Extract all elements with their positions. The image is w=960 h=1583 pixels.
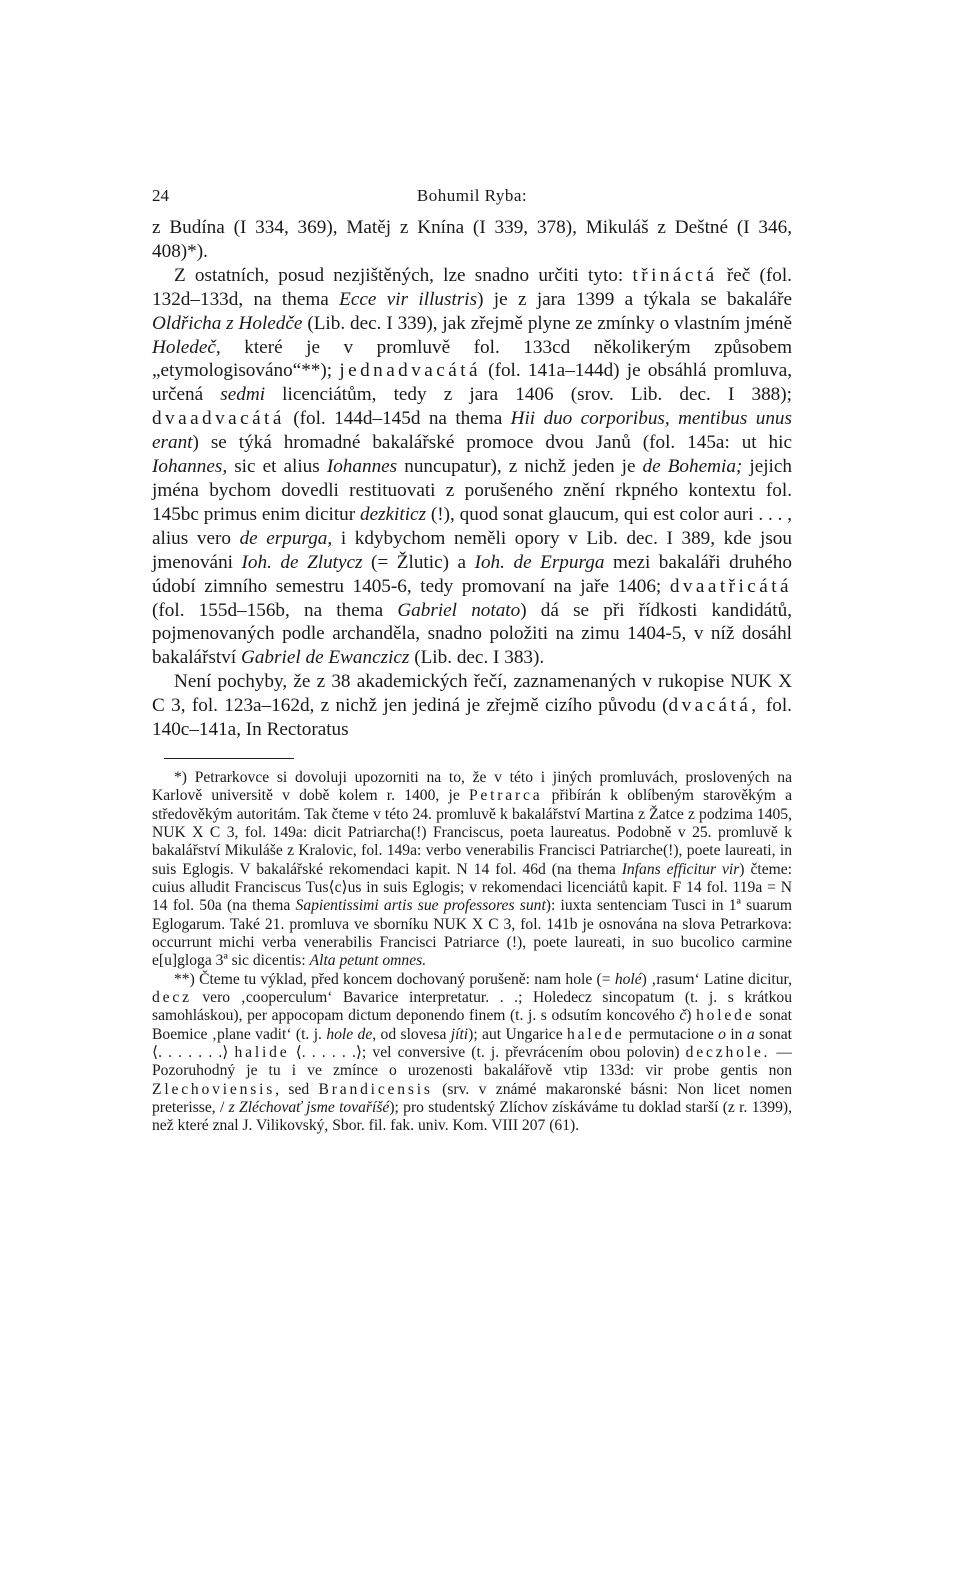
footnote-divider (164, 758, 294, 759)
page (152, 186, 792, 1136)
text: sonat ⟨. . . . . . .⟩ (152, 1025, 792, 1062)
emph-italic: Sapientissimi artis sue professores sunt (295, 897, 546, 915)
paragraph-2 (152, 264, 792, 670)
text: (= Žlutic) a (362, 551, 475, 573)
emph-italic: Gabriel notato (397, 599, 521, 621)
emph-italic: holé (614, 970, 642, 988)
emph-spaced: holede (696, 1007, 755, 1025)
text: sic et alius (227, 456, 327, 478)
text: sonat Boemice ‚plane vadit‘ (t. j. (152, 1007, 792, 1043)
text: které je v promluvě fol. 133cd několikerým způsobem „etymologisováno“**); (152, 336, 792, 382)
emph-spaced: dvaatřicátá (669, 575, 792, 597)
text: ); aut Ungarice (468, 1025, 567, 1043)
text: (fol. 141a–144d) je obsáhlá promluva, určená (152, 360, 793, 406)
emph-spaced: halede (567, 1025, 625, 1043)
text: od slovesa (376, 1025, 451, 1043)
paragraph-3 (152, 670, 792, 742)
text: (Lib. dec. I 383). (409, 647, 545, 669)
footnote-2 (152, 971, 792, 1136)
text: Z ostatních, posud nezjištěných, lze snadno určiti tyto: (174, 264, 633, 286)
text: Není pochyby, že z 38 akademických řečí, zaznamenaných v rukopise NUK X C 3, fol. 123a–162d, z nichž jen jediná je zřejmě cizího původu ( (152, 671, 792, 717)
text: in (725, 1025, 747, 1043)
text: (Lib. dec. I 339), jak zřejmě plyne ze zmínky o vlastním jméně (302, 312, 792, 334)
emph-italic: Iohannes, (152, 456, 228, 478)
text: mezi bakaláři druhého údobí zimního semestru 1405-6, tedy promovaní na jaře 1406; (152, 551, 792, 597)
text: fol. 140c–141a, In Rectoratus (152, 695, 792, 741)
page-number: 24 (152, 186, 169, 205)
emph-italic: jíti (450, 1025, 469, 1043)
text: z Budína (I 334, 369), Matěj z Knína (I 339, 378), Mikuláš z Deštné (I 346, 408)*). (152, 217, 792, 262)
emph-italic: Ioh. de Zlutycz (241, 551, 363, 573)
text: vero ‚cooperculum‘ Bavarice interpretatur. . .; Holedecz sincopatum (t. j. s krátkou samohláskou), per appocopam dictum deponendo finem (t. j. s odsutím koncového (152, 989, 792, 1025)
emph-spaced: Zlechoviensis (152, 1080, 276, 1098)
text: *) Petrarkovce si dovoluji upozorniti na to, že v této i jiných promluvách, proslovených na Karlově universitě v době kolem r. 1400, je (152, 768, 792, 805)
text: ) čteme: cuius alludit Franciscus Tus⟨c⟩us in suis Eglogis; v rekomendaci licenciátů kapit. F 14 fol. 119a = N 14 fol. 50a (na thema (152, 860, 793, 915)
emph-italic: Infans efficitur vir (621, 860, 740, 878)
emph-spaced: třináctá (632, 264, 718, 286)
text: ⟨. . . . . .⟩; vel conversive (t. j. převrácením obou polovin) (289, 1044, 686, 1062)
emph-spaced: Petrarca (468, 787, 543, 805)
emph-italic: de erpurga, (239, 527, 333, 549)
text: přibírán k oblíbeným starověkým a středověkým autoritám. Tak čteme v této 24. promluvě k bakalářství Martina z Žatce z podzima 1405, NUK X C 3, fol. 149a: dicit Patriarcha(!) Franciscus, poeta laureatus. Podobně v 25. promluvě k bakalářství Mikuláše z Kralovic, fol. 149a: verbo venerabilis Francisci Patriarche(!), poete laureati, in suis Eglogis. V bakalářské rekomendaci kapit. N 14 fol. 46d (na thema (152, 787, 792, 878)
footnote-1 (152, 769, 792, 971)
text: ) dá se při řídkosti kandidátů, pojmenovaných podle archanděla, snadno položiti na zimu 1404-5, v níž dosáhl bakalářství (152, 599, 792, 669)
main-text (152, 216, 792, 742)
emph-italic: Gabriel de Ewanczicz (240, 647, 410, 669)
emph-italic: č (679, 1007, 687, 1025)
text: (srv. v známé makaronské básni: Non licet nomen preterisse, / (152, 1080, 792, 1117)
emph-spaced: decz (152, 989, 192, 1007)
footnotes (152, 769, 792, 1136)
text: , sed (275, 1080, 319, 1098)
emph-italic: sedmi (220, 384, 266, 406)
emph-spaced: Brandicensis (318, 1080, 433, 1098)
text: licenciátům, tedy z jara 1406 (srov. Lib. dec. I 388); (265, 384, 792, 406)
text: **) Čteme tu výklad, před koncem dochovaný porušeně: nam hole (= (174, 970, 615, 988)
emph-italic: de Bohemia; (642, 456, 743, 478)
emph-italic: hole de, (326, 1025, 377, 1043)
text: nuncupatur), z nichž jeden je (397, 456, 643, 478)
text: ) je z jara 1399 a týkala se bakaláře (477, 288, 792, 310)
emph-spaced: dvacátá, (668, 695, 760, 717)
text: (!), quod sonat glaucum, qui est color auri . . . , alius vero (152, 503, 792, 549)
emph-spaced: jednadvacátá (339, 360, 481, 382)
text: — Pozoruhodný je tu i ve zmínce o urozenosti bakalářově vtip 133d: vir probe gentis non (152, 1044, 793, 1080)
emph-italic: a (746, 1025, 755, 1043)
text: jejich jména bychom dovedli restituovati z porušeného znění rkpného kontextu fol. 145bc primus enim dicitur (152, 456, 792, 525)
paragraph-1 (152, 216, 792, 264)
text: (fol. 144d–145d na thema (284, 408, 511, 430)
text: ) ‚rasum‘ Latine dicitur, (641, 970, 792, 988)
emph-spaced: halide (234, 1044, 290, 1062)
emph-italic: Oldřicha z Holedče (152, 312, 303, 334)
text: ): iuxta sentenciam Tusci in 1ª suarum Eglogarum. Také 21. promluva ve sborníku NUK X C 3, fol. 141b je osnována na slova Petrarkova: occurrunt michi verba venerabilis Francisci Patriarce (!), poete laureati, in suo bucolico carmine e[u]gloga 3ª sic dicentis: (152, 897, 792, 970)
text: řeč (fol. 132d–133d, na thema (152, 264, 792, 310)
emph-italic: o (718, 1025, 726, 1043)
text: (fol. 155d–156b, na thema (152, 599, 398, 621)
emph-italic: Iohannes (326, 456, 398, 478)
emph-spaced: deczhole. (685, 1044, 771, 1062)
emph-italic: Hii duo corporibus, mentibus unus erant (152, 408, 792, 454)
text: ) se týká hromadné bakalářské promoce dvou Janů (fol. 145a: ut hic (192, 432, 792, 454)
page-header (152, 186, 792, 212)
emph-spaced: dvaadvacátá (152, 408, 285, 430)
emph-italic: Ioh. de Erpurga (474, 551, 605, 573)
emph-italic: Ecce vir illustris (339, 288, 478, 310)
text: permutacione (624, 1025, 719, 1043)
text: ); pro studentský Zlíchov získáváme tu doklad starší (z r. 1399), než které znal J. Vilikovský, Sbor. fil. fak. univ. Kom. VIII 207 (61). (152, 1099, 792, 1135)
emph-italic: Alta petunt omnes. (309, 952, 427, 970)
emph-italic: z Zléchovať jsme tovaříšé (228, 1099, 390, 1117)
running-head: Bohumil Ryba: (416, 186, 528, 205)
text: ) (686, 1007, 697, 1025)
emph-italic: Holedeč, (152, 336, 221, 358)
emph-italic: dezkiticz (359, 503, 427, 525)
text: i kdybychom neměli opory v Lib. dec. I 389, kde jsou jmenováni (152, 527, 792, 573)
